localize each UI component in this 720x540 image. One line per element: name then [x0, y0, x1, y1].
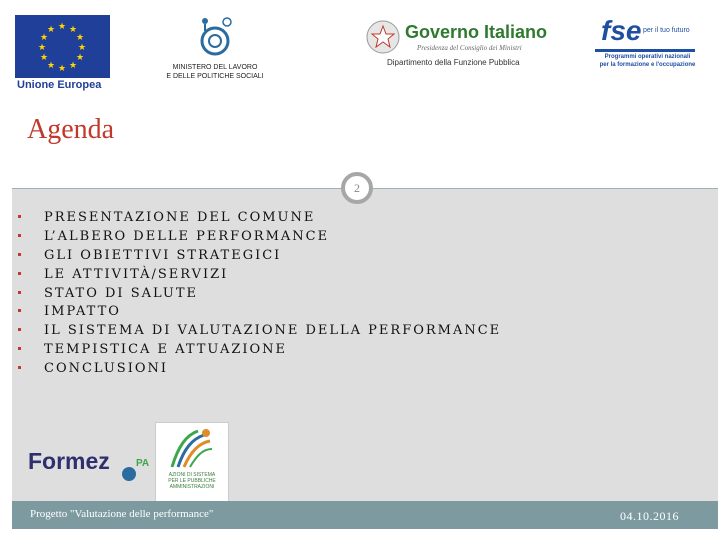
- ministero-logo: [150, 15, 280, 90]
- svg-text:★: ★: [46, 25, 56, 35]
- formez-pa-label: PA: [136, 458, 150, 469]
- svg-text:★: ★: [57, 22, 67, 32]
- azioni-swirl-icon: [168, 427, 214, 471]
- formez-pa-logo: [28, 445, 158, 490]
- ministero-label: MINISTERO DEL LAVORO E DELLE POLITICHE SOCIALI: [166, 64, 264, 80]
- fse-tagline: per il tuo futuro: [643, 27, 690, 34]
- governo-title: Governo Italiano: [405, 22, 548, 42]
- bullet-icon: [18, 328, 21, 331]
- svg-text:★: ★: [75, 33, 85, 43]
- governo-logo: [365, 18, 565, 73]
- svg-text:★: ★: [68, 25, 78, 35]
- azioni-di-sistema-logo: [155, 422, 229, 502]
- bullet-icon: [18, 291, 21, 294]
- bullet-icon: [18, 347, 21, 350]
- eu-logo-label: Unione Europea: [17, 79, 102, 91]
- svg-text:★: ★: [77, 43, 87, 53]
- footer-project-label: Progetto "Valutazione delle performance": [30, 508, 214, 520]
- bullet-icon: [18, 215, 21, 218]
- fse-mark: fse: [601, 15, 642, 46]
- italian-republic-emblem-icon: [365, 18, 401, 56]
- svg-text:★: ★: [46, 61, 56, 71]
- logo-header: [0, 0, 720, 105]
- svg-text:★: ★: [57, 64, 67, 74]
- formez-dot-icon: [122, 467, 136, 481]
- svg-text:★: ★: [39, 33, 49, 43]
- governo-department: Dipartimento della Funzione Pubblica: [387, 58, 520, 67]
- svg-text:★: ★: [68, 61, 78, 71]
- page-number: 2: [354, 181, 360, 195]
- azioni-label: AZIONI DI SISTEMA PER LE PUBBLICHE AMMINISTRAZIONI: [168, 472, 216, 490]
- slide-title: Agenda: [27, 114, 115, 145]
- bullet-icon: [18, 366, 21, 369]
- eu-logo: [15, 15, 110, 95]
- svg-text:★: ★: [37, 43, 47, 53]
- formez-word: Formez: [28, 448, 110, 474]
- bullet-icon: [18, 309, 21, 312]
- fse-divider: [595, 49, 695, 52]
- footer-date: 04.10.2016: [620, 509, 679, 523]
- bullet-icon: [18, 253, 21, 256]
- fse-logo: [595, 15, 700, 75]
- svg-text:★: ★: [75, 53, 85, 63]
- ministero-emblem-icon: [197, 15, 237, 60]
- governo-subtitle: Presidenza del Consiglio dei Ministri: [417, 44, 522, 52]
- bullet-icon: [18, 234, 21, 237]
- bullet-icon: [18, 272, 21, 275]
- fse-subtitle: Programmi operativi nazionali per la formazione e l'occupazione: [599, 54, 696, 68]
- eu-flag-icon: [15, 15, 110, 78]
- svg-text:★: ★: [39, 53, 49, 63]
